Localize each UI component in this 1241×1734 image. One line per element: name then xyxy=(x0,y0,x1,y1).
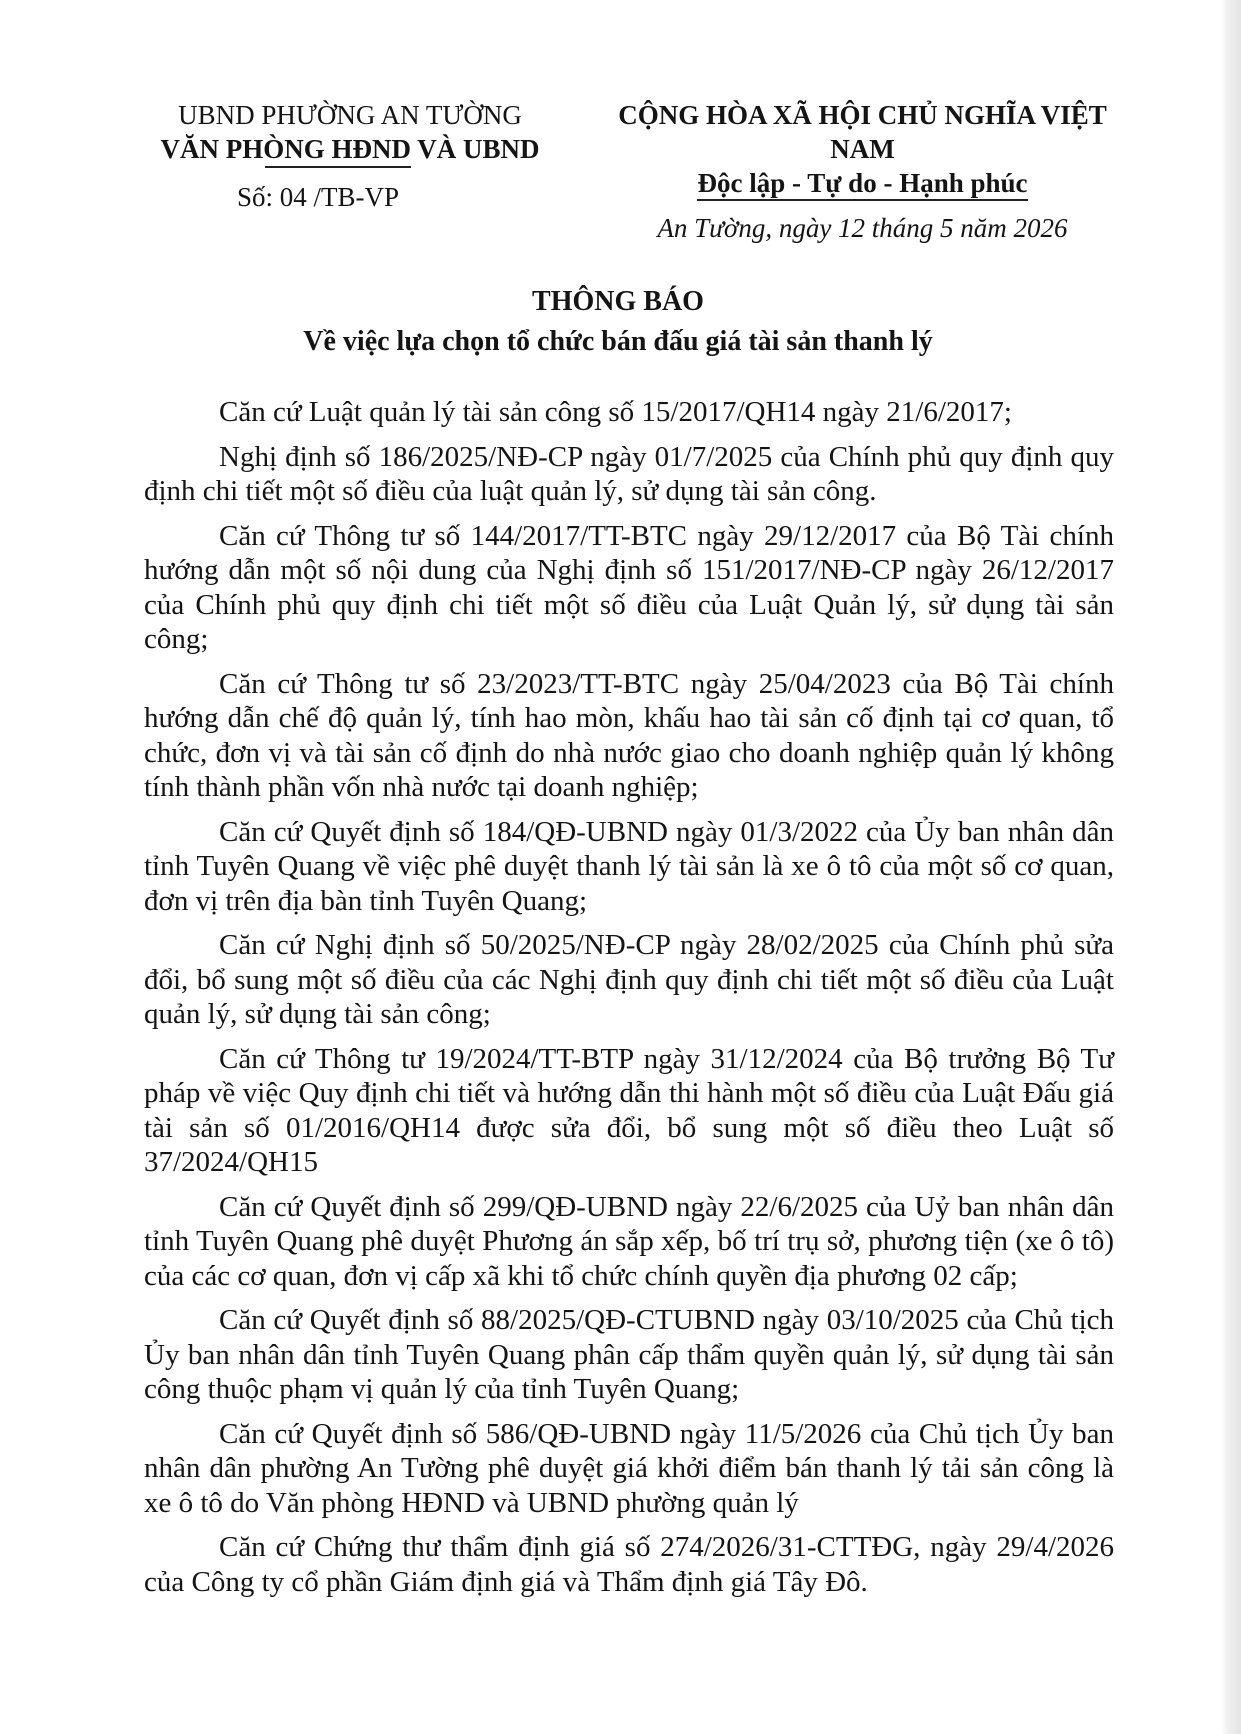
legal-basis-paragraph: Căn cứ Quyết định số 184/QĐ-UBND ngày 01/3/2022 của Ủy ban nhân dân tỉnh Tuyên Quang về việc phê duyệt thanh lý tài sản là xe ô tô của một số cơ quan, đơn vị trên địa bàn tỉnh Tuyên Quang; xyxy=(144,815,1114,917)
legal-basis-paragraph: Căn cứ Thông tư 19/2024/TT-BTP ngày 31/12/2024 của Bộ trưởng Bộ Tư pháp về việc Quy định chi tiết và hướng dẫn thi hành một số điều của Luật Đấu giá tài sản số 01/2016/QH14 được sửa đổi, bổ sung một số điều theo Luật số 37/2024/QH15 xyxy=(144,1042,1114,1178)
legal-basis-paragraph: Căn cứ Thông tư số 144/2017/TT-BTC ngày 29/12/2017 của Bộ Tài chính hướng dẫn một số nội dung của Nghị định số 151/2017/NĐ-CP ngày 26/12/2017 của Chính phủ quy định chi tiết một số điều của Luật Quản lý, sử dụng tài sản công; xyxy=(144,519,1114,655)
legal-basis-paragraph: Căn cứ Luật quản lý tài sản công số 15/2017/QH14 ngày 21/6/2017; xyxy=(219,396,1012,428)
legal-basis-paragraph: Căn cứ Thông tư số 23/2023/TT-BTC ngày 25/04/2023 của Bộ Tài chính hướng dẫn chế độ quản lý, tính hao mòn, khấu hao tài sản cố định tại cơ quan, tổ chức, đơn vị và tài sản cố định do nhà nước giao cho doanh nghiệp quản lý không tính thành phần vốn nhà nước tại doanh nghiệp; xyxy=(144,667,1114,803)
parent-organization: UBND PHƯỜNG AN TƯỜNG xyxy=(178,100,522,130)
legal-basis-paragraph: Nghị định số 186/2025/NĐ-CP ngày 01/7/2025 của Chính phủ quy định quy định chi tiết một số điều của luật quản lý, sử dụng tài sản công. xyxy=(144,440,1114,507)
legal-basis-paragraph: Căn cứ Quyết định số 586/QĐ-UBND ngày 11/5/2026 của Chủ tịch Ủy ban nhân dân phường An Tường phê duyệt giá khởi điểm bán thanh lý tải sản công là xe ô tô do Văn phòng HĐND và UBND phường quản lý xyxy=(144,1417,1114,1519)
legal-basis-paragraph: Căn cứ Quyết định số 299/QĐ-UBND ngày 22/6/2025 của Uỷ ban nhân dân tỉnh Tuyên Quang phê duyệt Phương án sắp xếp, bố trí trụ sở, phương tiện (xe ô tô) của các cơ quan, đơn vị cấp xã khi tổ chức chính quyền địa phương 02 cấp; xyxy=(144,1190,1114,1292)
national-motto: Độc lập - Tự do - Hạnh phúc xyxy=(697,167,1027,201)
national-header-block xyxy=(585,98,1140,245)
legal-basis-paragraph: Căn cứ Nghị định số 50/2025/NĐ-CP ngày 28/02/2025 của Chính phủ sửa đổi, bổ sung một số điều của các Nghị định quy định chi tiết một số điều của Luật quản lý, sử dụng tài sản công; xyxy=(144,929,1114,1030)
legal-basis-paragraph: Căn cứ Chứng thư thẩm định giá số 274/2026/31-CTTĐG, ngày 29/4/2026 của Công ty cổ phần Giám định giá và Thẩm định giá Tây Đô. xyxy=(144,1531,1114,1598)
place-and-date: An Tường, ngày 12 tháng 5 năm 2026 xyxy=(657,213,1068,243)
document-number: Số: 04 /TB-VP xyxy=(236,182,400,212)
office-underline xyxy=(265,166,411,168)
document-subject: Về việc lựa chọn tổ chức bán đấu giá tài sản thanh lý xyxy=(303,326,933,357)
national-title: CỘNG HÒA XÃ HỘI CHỦ NGHĨA VIỆT NAM xyxy=(618,100,1107,164)
page-edge-shadow xyxy=(1221,0,1241,1734)
document-title-block xyxy=(0,282,1236,362)
document-type: THÔNG BÁO xyxy=(532,286,704,317)
document-body xyxy=(144,395,1114,1609)
legal-basis-paragraph: Căn cứ Quyết định số 88/2025/QĐ-CTUBND ngày 03/10/2025 của Chủ tịch Ủy ban nhân dân tỉnh Tuyên Quang phân cấp thẩm quyền quản lý, sử dụng tài sản công thuộc phạm vị quản lý của tỉnh Tuyên Quang; xyxy=(144,1304,1114,1405)
issuing-authority-block xyxy=(140,98,560,214)
issuing-office: VĂN PHÒNG HĐND VÀ UBND xyxy=(160,134,540,164)
